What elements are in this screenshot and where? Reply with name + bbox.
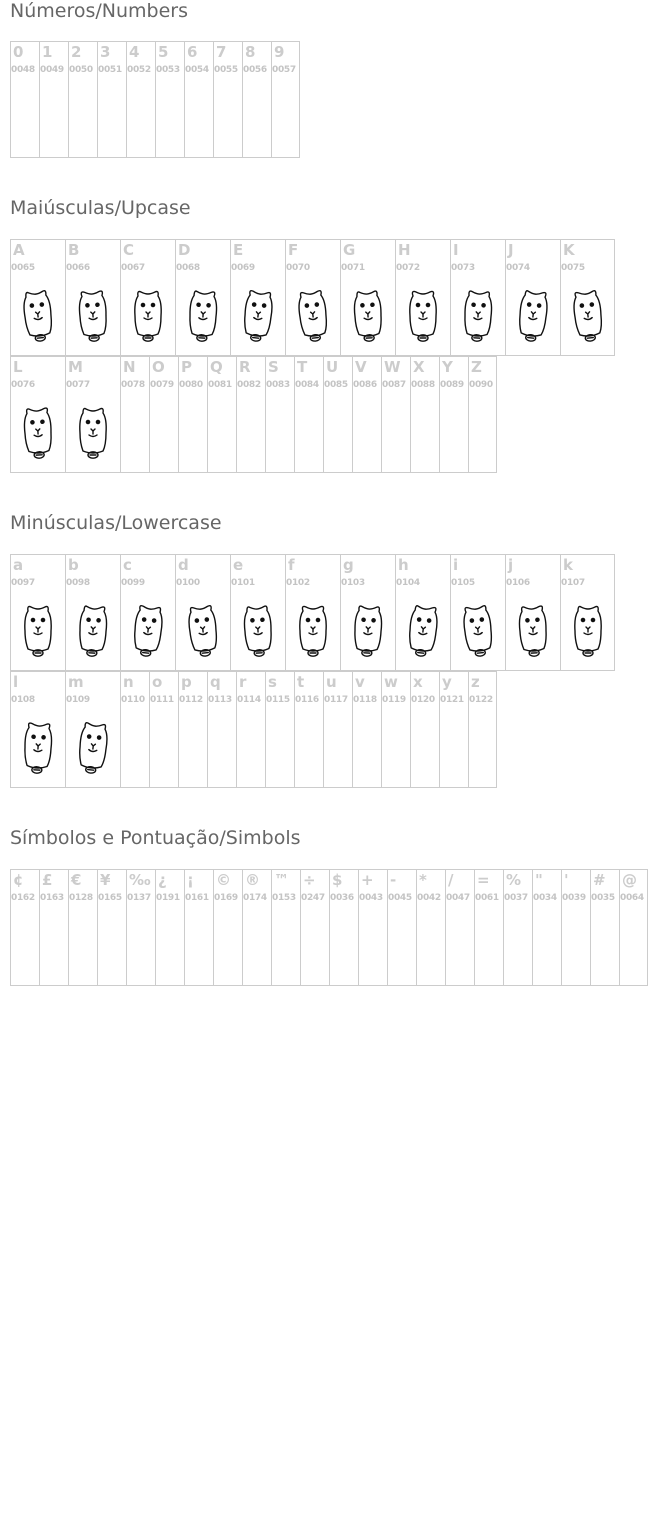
character-label: 3	[100, 43, 111, 61]
character-label: W	[384, 358, 401, 376]
character-label: h	[398, 556, 409, 574]
character-label: %	[506, 871, 522, 889]
character-cell	[236, 671, 265, 788]
character-code: 0247	[301, 893, 325, 903]
character-cell	[416, 869, 445, 986]
character-code: 0042	[417, 893, 441, 903]
character-cell	[271, 41, 300, 158]
character-label: P	[181, 358, 192, 376]
character-label: Y	[442, 358, 453, 376]
character-label: ©	[216, 871, 231, 889]
character-code: 0068	[176, 263, 200, 273]
character-code: 0067	[121, 263, 145, 273]
character-cell	[39, 41, 68, 158]
character-cell	[503, 869, 532, 986]
character-cell	[230, 554, 285, 671]
character-cell	[149, 671, 178, 788]
character-code: 0048	[11, 65, 35, 75]
character-code: 0056	[243, 65, 267, 75]
character-cell	[230, 239, 285, 356]
character-code: 0083	[266, 380, 290, 390]
character-label: y	[442, 673, 452, 691]
character-cell	[439, 356, 468, 473]
character-label: X	[413, 358, 425, 376]
character-code: 0075	[561, 263, 585, 273]
character-cell	[184, 869, 213, 986]
character-code: 0120	[411, 695, 435, 705]
character-cell	[445, 869, 474, 986]
character-code: 0119	[382, 695, 406, 705]
cartoon-bear-glyph-icon	[570, 286, 606, 346]
character-label: f	[288, 556, 295, 574]
character-code: 0073	[451, 263, 475, 273]
character-code: 0089	[440, 380, 464, 390]
character-label: c	[123, 556, 132, 574]
character-code: 0110	[121, 695, 145, 705]
character-code: 0128	[69, 893, 93, 903]
character-cell	[352, 671, 381, 788]
character-cell	[450, 239, 505, 356]
character-code: 0169	[214, 893, 238, 903]
cartoon-bear-glyph-icon	[350, 286, 386, 346]
character-cell	[294, 356, 323, 473]
character-label: =	[477, 871, 490, 889]
character-cell	[294, 671, 323, 788]
character-cell	[39, 869, 68, 986]
character-label: V	[355, 358, 367, 376]
cartoon-bear-glyph-icon	[20, 403, 56, 463]
character-label: F	[288, 241, 299, 259]
character-code: 0076	[11, 380, 35, 390]
character-code: 0049	[40, 65, 64, 75]
character-label: t	[297, 673, 305, 691]
cartoon-bear-glyph-icon	[20, 601, 56, 661]
character-cell	[10, 239, 65, 356]
character-code: 0070	[286, 263, 310, 273]
character-code: 0052	[127, 65, 151, 75]
character-cell	[381, 356, 410, 473]
character-label: J	[508, 241, 514, 259]
cartoon-bear-glyph-icon	[75, 403, 111, 463]
character-code: 0065	[11, 263, 35, 273]
character-label: €	[71, 871, 82, 889]
character-cell	[65, 671, 120, 788]
character-cell	[358, 869, 387, 986]
character-cell	[410, 356, 439, 473]
character-code: 0191	[156, 893, 180, 903]
character-cell	[474, 869, 503, 986]
character-label: a	[13, 556, 24, 574]
character-label: *	[419, 871, 427, 889]
character-code: 0122	[469, 695, 493, 705]
character-label: K	[563, 241, 575, 259]
character-code: 0053	[156, 65, 180, 75]
character-cell	[532, 869, 561, 986]
character-cell	[505, 554, 560, 671]
character-code: 0061	[475, 893, 499, 903]
character-code: 0035	[591, 893, 615, 903]
character-code: 0115	[266, 695, 290, 705]
cartoon-bear-glyph-icon	[295, 286, 331, 346]
character-label: $	[332, 871, 343, 889]
character-code: 0161	[185, 893, 209, 903]
cartoon-bear-glyph-icon	[460, 601, 496, 661]
cartoon-bear-glyph-icon	[20, 286, 56, 346]
character-label: N	[123, 358, 136, 376]
character-cell	[395, 554, 450, 671]
character-row	[10, 41, 300, 158]
character-row	[10, 869, 648, 986]
character-label: S	[268, 358, 279, 376]
character-cell	[120, 671, 149, 788]
character-label: D	[178, 241, 191, 259]
character-label: e	[233, 556, 244, 574]
character-label: 9	[274, 43, 285, 61]
character-code: 0099	[121, 578, 145, 588]
character-cell	[323, 356, 352, 473]
character-label: R	[239, 358, 251, 376]
cartoon-bear-glyph-icon	[75, 718, 111, 778]
character-cell	[242, 869, 271, 986]
character-label: ‰	[129, 871, 151, 889]
character-cell	[65, 239, 120, 356]
character-label: d	[178, 556, 189, 574]
character-code: 0116	[295, 695, 319, 705]
character-row	[10, 671, 497, 788]
character-cell	[395, 239, 450, 356]
character-label: ¥	[100, 871, 111, 889]
character-code: 0043	[359, 893, 383, 903]
character-code: 0163	[40, 893, 64, 903]
character-code: 0057	[272, 65, 296, 75]
character-code: 0034	[533, 893, 557, 903]
cartoon-bear-glyph-icon	[405, 286, 441, 346]
character-code: 0106	[506, 578, 530, 588]
character-code: 0153	[272, 893, 296, 903]
character-label: n	[123, 673, 134, 691]
section-title: Minúsculas/Lowercase	[10, 512, 222, 534]
character-code: 0107	[561, 578, 585, 588]
character-cell	[68, 869, 97, 986]
character-cell	[300, 869, 329, 986]
character-code: 0045	[388, 893, 412, 903]
section-title: Símbolos e Pontuação/Simbols	[10, 827, 301, 849]
character-label: 5	[158, 43, 169, 61]
character-label: 4	[129, 43, 140, 61]
character-code: 0104	[396, 578, 420, 588]
character-cell	[340, 239, 395, 356]
character-label: w	[384, 673, 398, 691]
character-code: 0117	[324, 695, 348, 705]
character-cell	[10, 869, 39, 986]
character-label: Z	[471, 358, 482, 376]
character-cell	[560, 554, 615, 671]
character-code: 0097	[11, 578, 35, 588]
character-code: 0081	[208, 380, 232, 390]
character-label: Q	[210, 358, 223, 376]
character-code: 0072	[396, 263, 420, 273]
character-cell	[155, 869, 184, 986]
character-cell	[468, 671, 497, 788]
character-cell	[505, 239, 560, 356]
character-label: U	[326, 358, 339, 376]
character-label: E	[233, 241, 244, 259]
character-code: 0098	[66, 578, 90, 588]
character-code: 0036	[330, 893, 354, 903]
character-cell	[329, 869, 358, 986]
character-label: 7	[216, 43, 227, 61]
character-cell	[175, 239, 230, 356]
character-code: 0100	[176, 578, 200, 588]
character-label: O	[152, 358, 165, 376]
character-code: 0118	[353, 695, 377, 705]
character-label: v	[355, 673, 365, 691]
cartoon-bear-glyph-icon	[130, 601, 166, 661]
character-code: 0080	[179, 380, 203, 390]
character-code: 0074	[506, 263, 530, 273]
character-code: 0071	[341, 263, 365, 273]
character-cell	[65, 554, 120, 671]
character-code: 0082	[237, 380, 261, 390]
character-cell	[149, 356, 178, 473]
character-label: l	[13, 673, 19, 691]
character-label: £	[42, 871, 53, 889]
character-cell	[155, 41, 184, 158]
character-cell	[120, 554, 175, 671]
character-label: ®	[245, 871, 260, 889]
character-cell	[439, 671, 468, 788]
character-label: k	[563, 556, 573, 574]
character-label: p	[181, 673, 192, 691]
character-cell	[560, 239, 615, 356]
character-code: 0078	[121, 380, 145, 390]
character-label: G	[343, 241, 356, 259]
cartoon-bear-glyph-icon	[515, 601, 551, 661]
character-label: 0	[13, 43, 24, 61]
character-code: 0047	[446, 893, 470, 903]
character-label: ¿	[158, 871, 167, 889]
cartoon-bear-glyph-icon	[240, 286, 276, 346]
character-label: 6	[187, 43, 198, 61]
character-label: b	[68, 556, 79, 574]
character-cell	[126, 41, 155, 158]
character-code: 0085	[324, 380, 348, 390]
cartoon-bear-glyph-icon	[75, 601, 111, 661]
cartoon-bear-glyph-icon	[405, 601, 441, 661]
character-code: 0121	[440, 695, 464, 705]
character-code: 0039	[562, 893, 586, 903]
character-label: 2	[71, 43, 82, 61]
character-label: j	[508, 556, 514, 574]
character-cell	[242, 41, 271, 158]
character-cell	[175, 554, 230, 671]
section-title: Números/Numbers	[10, 0, 188, 22]
character-cell	[450, 554, 505, 671]
character-label: L	[13, 358, 23, 376]
character-code: 0037	[504, 893, 528, 903]
character-cell	[285, 239, 340, 356]
character-label: o	[152, 673, 163, 691]
character-cell	[65, 356, 120, 473]
character-label: x	[413, 673, 423, 691]
cartoon-bear-glyph-icon	[570, 601, 606, 661]
character-cell	[410, 671, 439, 788]
character-cell	[10, 356, 65, 473]
character-code: 0174	[243, 893, 267, 903]
character-code: 0162	[11, 893, 35, 903]
character-cell	[340, 554, 395, 671]
character-label: /	[448, 871, 454, 889]
character-cell	[265, 671, 294, 788]
character-label: H	[398, 241, 411, 259]
cartoon-bear-glyph-icon	[240, 601, 276, 661]
character-code: 0084	[295, 380, 319, 390]
character-label: "	[535, 871, 543, 889]
character-label: ¡	[187, 871, 194, 889]
cartoon-bear-glyph-icon	[75, 286, 111, 346]
character-cell	[323, 671, 352, 788]
character-code: 0114	[237, 695, 261, 705]
character-code: 0054	[185, 65, 209, 75]
character-label: +	[361, 871, 374, 889]
character-code: 0066	[66, 263, 90, 273]
character-label: @	[622, 871, 637, 889]
cartoon-bear-glyph-icon	[515, 286, 551, 346]
character-label: I	[453, 241, 459, 259]
cartoon-bear-glyph-icon	[460, 286, 496, 346]
character-code: 0088	[411, 380, 435, 390]
cartoon-bear-glyph-icon	[350, 601, 386, 661]
character-cell	[590, 869, 619, 986]
character-label: ¢	[13, 871, 24, 889]
character-code: 0165	[98, 893, 122, 903]
character-label: ™	[274, 871, 289, 889]
character-cell	[207, 356, 236, 473]
character-code: 0137	[127, 893, 151, 903]
character-cell	[178, 671, 207, 788]
character-cell	[619, 869, 648, 986]
character-label: z	[471, 673, 480, 691]
character-cell	[213, 41, 242, 158]
character-code: 0113	[208, 695, 232, 705]
character-cell	[207, 671, 236, 788]
character-cell	[236, 356, 265, 473]
character-cell	[285, 554, 340, 671]
character-code: 0112	[179, 695, 203, 705]
cartoon-bear-glyph-icon	[185, 601, 221, 661]
character-cell	[265, 356, 294, 473]
character-cell	[97, 41, 126, 158]
character-code: 0079	[150, 380, 174, 390]
character-cell	[120, 239, 175, 356]
cartoon-bear-glyph-icon	[130, 286, 166, 346]
cartoon-bear-glyph-icon	[295, 601, 331, 661]
character-cell	[352, 356, 381, 473]
character-cell	[561, 869, 590, 986]
character-code: 0055	[214, 65, 238, 75]
character-label: C	[123, 241, 135, 259]
character-label: 1	[42, 43, 53, 61]
character-cell	[381, 671, 410, 788]
character-code: 0101	[231, 578, 255, 588]
character-code: 0105	[451, 578, 475, 588]
character-code: 0102	[286, 578, 310, 588]
character-code: 0051	[98, 65, 122, 75]
character-label: r	[239, 673, 247, 691]
character-label: B	[68, 241, 80, 259]
character-cell	[10, 671, 65, 788]
character-cell	[68, 41, 97, 158]
character-cell	[10, 554, 65, 671]
character-cell	[126, 869, 155, 986]
character-label: #	[593, 871, 606, 889]
character-label: i	[453, 556, 459, 574]
character-code: 0090	[469, 380, 493, 390]
character-label: s	[268, 673, 277, 691]
character-label: u	[326, 673, 337, 691]
character-label: m	[68, 673, 84, 691]
character-code: 0111	[150, 695, 174, 705]
character-label: ÷	[303, 871, 316, 889]
character-code: 0069	[231, 263, 255, 273]
character-label: -	[390, 871, 397, 889]
section-title: Maiúsculas/Upcase	[10, 197, 191, 219]
cartoon-bear-glyph-icon	[185, 286, 221, 346]
character-code: 0077	[66, 380, 90, 390]
character-cell	[97, 869, 126, 986]
character-cell	[468, 356, 497, 473]
character-label: q	[210, 673, 221, 691]
character-code: 0108	[11, 695, 35, 705]
character-row	[10, 356, 497, 473]
character-cell	[213, 869, 242, 986]
character-cell	[271, 869, 300, 986]
character-label: T	[297, 358, 308, 376]
character-cell	[120, 356, 149, 473]
character-cell	[184, 41, 213, 158]
character-cell	[387, 869, 416, 986]
character-code: 0086	[353, 380, 377, 390]
character-label: A	[13, 241, 25, 259]
character-code: 0103	[341, 578, 365, 588]
character-label: M	[68, 358, 83, 376]
character-row	[10, 554, 615, 671]
character-code: 0064	[620, 893, 644, 903]
character-code: 0109	[66, 695, 90, 705]
character-cell	[10, 41, 39, 158]
character-cell	[178, 356, 207, 473]
character-row	[10, 239, 615, 356]
character-label: g	[343, 556, 354, 574]
cartoon-bear-glyph-icon	[20, 718, 56, 778]
character-code: 0050	[69, 65, 93, 75]
character-code: 0087	[382, 380, 406, 390]
character-label: 8	[245, 43, 256, 61]
character-label: '	[564, 871, 569, 889]
